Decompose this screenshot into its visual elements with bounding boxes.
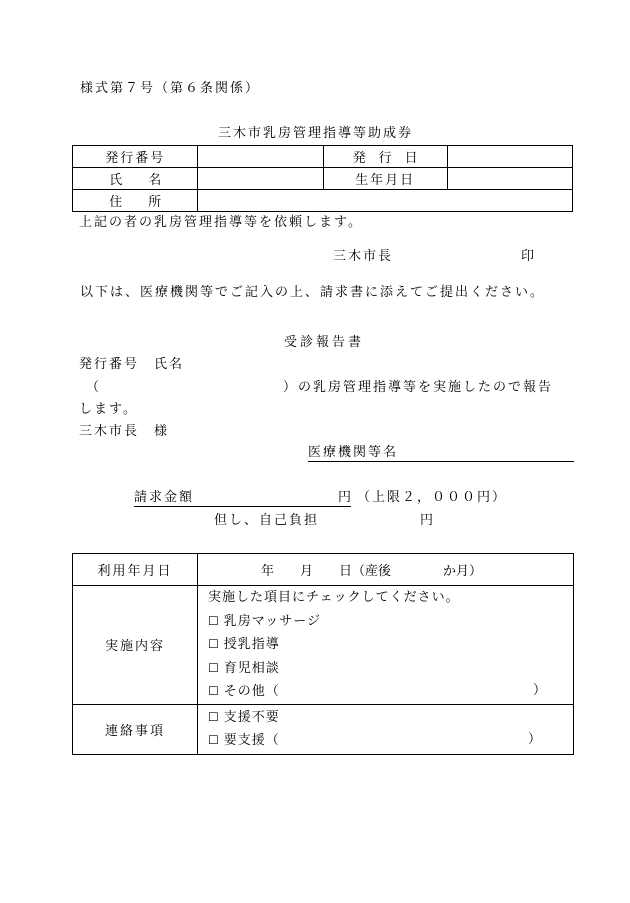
open-paren: （ bbox=[86, 380, 100, 395]
checkbox-icon[interactable]: ☐ bbox=[208, 637, 220, 651]
address-label: 住 所 bbox=[73, 190, 198, 212]
content-cell bbox=[198, 586, 574, 705]
content-label: 実施内容 bbox=[73, 586, 198, 705]
seal-label: 印 bbox=[521, 249, 535, 264]
coupon-title: 三木市乳房管理指導等助成券 bbox=[218, 126, 414, 141]
name-field[interactable] bbox=[198, 168, 323, 190]
date-value[interactable]: 年 月 日（産後 か月） bbox=[198, 554, 574, 586]
claim-amount-field[interactable] bbox=[134, 490, 351, 507]
implemented-text-2: します。 bbox=[79, 402, 138, 417]
item-label: 授乳指導 bbox=[223, 637, 280, 652]
addressee: 三木市長 様 bbox=[79, 424, 170, 439]
item-breast-massage[interactable] bbox=[208, 610, 573, 634]
date-label: 利用年月日 bbox=[73, 554, 198, 586]
checkbox-icon[interactable]: ☐ bbox=[208, 709, 220, 724]
checkbox-icon[interactable]: ☐ bbox=[208, 660, 220, 675]
issue-date-field[interactable] bbox=[447, 146, 572, 168]
content-intro: 実施した項目にチェックしてください。 bbox=[208, 590, 460, 605]
copay-label: 但し、自己負担 bbox=[214, 513, 320, 528]
item-childcare-consult[interactable] bbox=[208, 657, 573, 681]
request-text: 上記の者の乳房管理指導等を依頼します。 bbox=[79, 215, 363, 230]
contact-no-support[interactable] bbox=[208, 706, 573, 730]
checkbox-icon[interactable]: ☐ bbox=[208, 613, 220, 628]
item-label: その他（ bbox=[223, 684, 280, 699]
item-label: 育児相談 bbox=[223, 660, 280, 676]
checkbox-icon[interactable]: ☐ bbox=[208, 733, 220, 747]
institution-label: 医療機関等名 bbox=[308, 445, 399, 460]
claim-label: 請求金額 bbox=[134, 490, 195, 505]
implemented-text-1: ）の乳房管理指導等を実施したので報告 bbox=[283, 380, 554, 395]
address-field[interactable] bbox=[198, 190, 573, 212]
item-label: 乳房マッサージ bbox=[223, 613, 321, 629]
contact-close: ） bbox=[528, 732, 543, 747]
issue-number-label: 発行番号 bbox=[73, 146, 198, 168]
item-label: 支援不要 bbox=[223, 709, 280, 725]
contact-label: 連絡事項 bbox=[73, 704, 198, 754]
item-label: 要支援（ bbox=[223, 733, 280, 748]
issue-date-label: 発 行 日 bbox=[323, 146, 447, 168]
name-label: 氏 名 bbox=[73, 168, 198, 190]
form-number: 様式第７号（第６条関係） bbox=[80, 81, 261, 96]
other-close: ） bbox=[533, 683, 548, 698]
birthdate-field[interactable] bbox=[447, 168, 572, 190]
contact-need-support[interactable] bbox=[208, 729, 573, 753]
details-table bbox=[72, 553, 574, 755]
issue-number-field[interactable] bbox=[198, 146, 323, 168]
coupon-table bbox=[72, 145, 573, 212]
copay-yen: 円 bbox=[420, 513, 434, 528]
claim-yen: 円 bbox=[337, 490, 351, 505]
birthdate-label: 生年月日 bbox=[323, 168, 447, 190]
report-title: 受診報告書 bbox=[284, 335, 365, 350]
institution-name-field[interactable] bbox=[308, 445, 574, 462]
contact-cell bbox=[198, 704, 574, 754]
mayor-label: 三木市長 bbox=[333, 249, 394, 264]
issue-name-label: 発行番号 氏名 bbox=[79, 357, 185, 372]
checkbox-icon[interactable]: ☐ bbox=[208, 684, 220, 698]
item-feeding-guidance[interactable] bbox=[208, 633, 573, 657]
item-other[interactable] bbox=[208, 680, 573, 704]
instruction-text: 以下は、医療機関等でご記入の上、請求書に添えてご提出ください。 bbox=[80, 285, 546, 300]
claim-limit: （上限２，０００円） bbox=[357, 490, 508, 505]
